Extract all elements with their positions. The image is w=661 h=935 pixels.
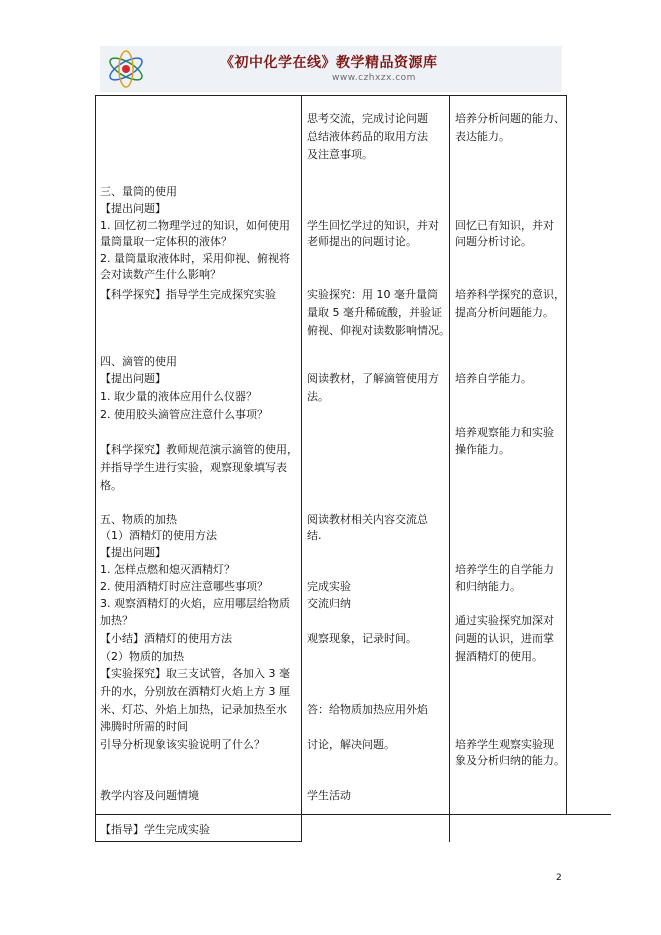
intent-r4: 培养自学能力。 <box>455 372 532 385</box>
bottom-guide-text: 【指导】学生完成实验 <box>100 823 210 836</box>
section-4-q2: 2. 使用胶头滴管应注意什么事项？ <box>100 408 268 421</box>
activity-r4-line2: 法。 <box>307 390 329 403</box>
activity-r7: 观察现象，记录时间。 <box>307 632 417 645</box>
section-5-experiment-line3: 米、灯芯、外焰上加热，记录加热至水 <box>100 703 287 716</box>
section-4-explore-line3: 格。 <box>100 479 122 492</box>
table-col-divider-2 <box>449 95 450 842</box>
activity-r6-line2: 交流归纳 <box>307 597 351 610</box>
banner-title: 《初中化学在线》教学精品资源库 <box>220 55 438 71</box>
table-col-divider-1 <box>301 95 302 842</box>
activity-r5-line2: 结. <box>307 529 322 542</box>
intent-r8-line2: 象及分析归纳的能力。 <box>455 754 565 767</box>
activity-r3-line2: 量取 5 毫升稀硫酸，并验证 <box>307 306 442 319</box>
section-5-summary: 【小结】酒精灯的使用方法 <box>100 632 232 645</box>
intent-r6-line2: 和归纳能力。 <box>455 580 521 593</box>
activity-r3-line3: 俯视、仰视对读数影响情况。 <box>307 324 450 337</box>
section-5-guide: 引导分析现象该实验说明了什么？ <box>100 738 265 751</box>
section-4-heading: 四、滴管的使用 <box>100 355 177 368</box>
activity-r9: 讨论，解决问题。 <box>307 738 395 751</box>
section-5-q3-line2: 加热？ <box>100 614 133 627</box>
table-right-border <box>566 95 567 815</box>
section-5-sub1: （1）酒精灯的使用方法 <box>100 529 217 542</box>
section-5-heading: 五、物质的加热 <box>100 513 177 526</box>
section-5-tag: 【提出问题】 <box>100 546 166 559</box>
activity-r2-line1: 学生回忆学过的知识，并对 <box>307 219 439 232</box>
banner-url: www.czhxzx.com <box>332 73 416 83</box>
column-1-footer-label: 教学内容及问题情境 <box>100 789 199 802</box>
section-3-q1-line2: 量筒量取一定体积的液体？ <box>100 235 232 248</box>
intent-r6-line1: 培养学生的自学能力 <box>455 563 554 576</box>
section-5-q3-line1: 3. 观察酒精灯的火焰，应用哪层给物质 <box>100 597 290 610</box>
activity-r6-line1: 完成实验 <box>307 580 351 593</box>
section-5-q2: 2. 使用酒精灯时应注意哪些事项？ <box>100 580 268 593</box>
activity-r3-line1: 实验探究：用 10 毫升量筒 <box>307 288 438 301</box>
section-5-experiment-line2: 升的水，分别放在酒精灯火焰上方 3 厘 <box>100 685 290 698</box>
activity-r1-line3: 及注意事项。 <box>307 148 373 161</box>
activity-r2-line2: 老师提出的问题讨论。 <box>307 235 417 248</box>
intent-r7-line1: 通过实验探究加深对 <box>455 614 554 627</box>
intent-r8-line1: 培养学生观察实验现 <box>455 738 554 751</box>
intent-r3-line2: 提高分析问题能力。 <box>455 306 554 319</box>
activity-r1-line1: 思考交流，完成讨论问题 <box>307 112 428 125</box>
section-3-q1-line1: 1. 回忆初二物理学过的知识，如何使用 <box>100 219 290 232</box>
intent-r5-line2: 操作能力。 <box>455 443 510 456</box>
section-3-q2-line1: 2. 量筒量取液体时，采用仰视、俯视将 <box>100 252 290 265</box>
section-4-tag: 【提出问题】 <box>100 372 166 385</box>
intent-r1-line1: 培养分析问题的能力、 <box>455 112 565 125</box>
activity-r5-line1: 阅读教材相关内容交流总 <box>307 513 428 526</box>
section-3-q2-line2: 会对读数产生什么影响？ <box>100 268 221 281</box>
activity-r8: 答：给物质加热应用外焰 <box>307 703 428 716</box>
section-4-explore-line1: 【科学探究】教师规范演示滴管的使用， <box>100 443 298 456</box>
intent-r1-line2: 表达能力。 <box>455 130 510 143</box>
atom-logo-icon <box>104 48 148 90</box>
section-3-heading: 三、量筒的使用 <box>100 185 177 198</box>
section-3-tag: 【提出问题】 <box>100 202 166 215</box>
activity-r4-line1: 阅读教材，了解滴管使用方 <box>307 372 439 385</box>
section-5-experiment-line1: 【实验探究】取三支试管，各加入 3 毫 <box>100 667 290 680</box>
section-5-q1: 1. 怎样点燃和熄灭酒精灯？ <box>100 563 235 576</box>
table-top-border <box>95 95 567 96</box>
section-4-explore-line2: 并指导学生进行实验，观察现象填写表 <box>100 461 287 474</box>
table-bottom-border <box>95 841 302 842</box>
section-5-experiment-line4: 沸腾时所需的时间 <box>100 720 188 733</box>
section-5-sub2: （2）物质的加热 <box>100 650 184 663</box>
intent-r3-line1: 培养科学探究的意识， <box>455 288 565 301</box>
table-row-divider <box>95 814 611 815</box>
intent-r7-line2: 问题的认识，进而掌 <box>455 632 554 645</box>
intent-r7-line3: 握酒精灯的使用。 <box>455 650 543 663</box>
header-banner <box>100 46 562 92</box>
page-number: 2 <box>556 873 562 883</box>
section-3-explore: 【科学探究】指导学生完成探究实验 <box>100 288 276 301</box>
intent-r5-line1: 培养观察能力和实验 <box>455 426 554 439</box>
section-4-q1: 1. 取少量的液体应用什么仪器？ <box>100 390 257 403</box>
column-2-footer-label: 学生活动 <box>307 789 351 802</box>
intent-r2-line2: 问题分析讨论。 <box>455 235 532 248</box>
activity-r1-line2: 总结液体药品的取用方法 <box>307 130 428 143</box>
table-left-border <box>95 95 96 842</box>
intent-r2-line1: 回忆已有知识，并对 <box>455 219 554 232</box>
